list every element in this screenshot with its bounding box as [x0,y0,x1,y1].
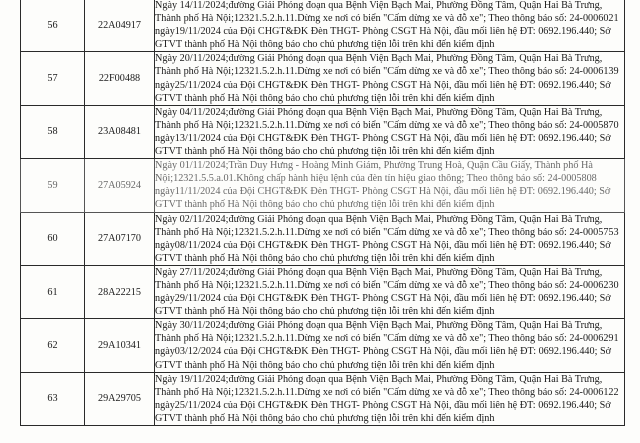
violations-table [20,0,625,426]
license-plate: 22A04917 [85,0,155,52]
violation-description: Ngày 27/11/2024;đường Giải Phóng đoạn qua Bệnh Viện Bạch Mai, Phường Đồng Tâm, Quận Hai Bà Trưng, Thành phố Hà Nội;12321.5.2.h.11.Dừng xe nơi có biển "Cấm dừng xe và đỗ xe"; Theo thông báo số: 24-0006230 ngày29/11/2024 của Đội CHGT&ĐK Đèn THGT- Phòng CSGT Hà Nội, đầu mối liên hệ ĐT: 0692.196.440; Sở GTVT thành phố Hà Nội thông báo cho chủ phương tiện lỗi trên khi đến kiểm định [155,265,625,318]
violation-description: Ngày 04/11/2024;đường Giải Phóng đoạn qua Bệnh Viện Bạch Mai, Phường Đồng Tâm, Quận Hai Bà Trưng, Thành phố Hà Nội;12321.5.2.h.11.Dừng xe nơi có biển "Cấm dừng xe và đỗ xe"; Theo thông báo số: 24-0005870 ngày13/11/2024 của Đội CHGT&ĐK Đèn THGT- Phòng CSGT Hà Nội, đầu mối liên hệ ĐT: 0692.196.440; Sở GTVT thành phố Hà Nội thông báo cho chủ phương tiện lỗi trên khi đến kiểm định [155,105,625,158]
table-row [21,105,625,158]
license-plate: 27A07170 [85,212,155,265]
table-row [21,212,625,265]
license-plate: 29A10341 [85,319,155,372]
table-row [21,52,625,105]
row-number: 62 [21,319,85,372]
license-plate: 28A22215 [85,265,155,318]
row-number: 63 [21,372,85,425]
row-number: 59 [21,159,85,212]
violation-description: Ngày 30/11/2024;đường Giải Phóng đoạn qua Bệnh Viện Bạch Mai, Phường Đồng Tâm, Quận Hai Bà Trưng, Thành phố Hà Nội;12321.5.2.h.11.Dừng xe nơi có biển "Cấm dừng xe và đỗ xe"; Theo thông báo số: 24-0006291 ngày03/12/2024 của Đội CHGT&ĐK Đèn THGT- Phòng CSGT Hà Nội, đầu mối liên hệ ĐT: 0692.196.440; Sở GTVT thành phố Hà Nội thông báo cho chủ phương tiện lỗi trên khi đến kiểm định [155,319,625,372]
violation-description: Ngày 01/11/2024;Trần Duy Hưng - Hoàng Minh Giám, Phường Trung Hoà, Quận Cầu Giấy, Thành phố Hà Nội;12321.5.5.a.01.Không chấp hành hiệu lệnh của đèn tín hiệu giao thông; Theo thông báo số: 24-0005808 ngày11/11/2024 của Đội CHGT&ĐK Đèn THGT- Phòng CSGT Hà Nội, đầu mối liên hệ ĐT: 0692.196.440; Sở GTVT thành phố Hà Nội thông báo cho chủ phương tiện lỗi trên khi đến kiểm định [155,159,625,212]
row-number: 57 [21,52,85,105]
license-plate: 22F00488 [85,52,155,105]
row-number: 56 [21,0,85,52]
license-plate: 29A29705 [85,372,155,425]
violation-description: Ngày 19/11/2024;đường Giải Phóng đoạn qua Bệnh Viện Bạch Mai, Phường Đồng Tâm, Quận Hai Bà Trưng, Thành phố Hà Nội;12321.5.2.h.11.Dừng xe nơi có biển "Cấm dừng xe và đỗ xe"; Theo thông báo số: 24-0006122 ngày25/11/2024 của Đội CHGT&ĐK Đèn THGT- Phòng CSGT Hà Nội, đầu mối liên hệ ĐT: 0692.196.440; Sở GTVT thành phố Hà Nội thông báo cho chủ phương tiện lỗi trên khi đến kiểm định [155,372,625,425]
row-number: 58 [21,105,85,158]
row-number: 61 [21,265,85,318]
license-plate: 27A05924 [85,159,155,212]
license-plate: 23A08481 [85,105,155,158]
table-row [21,0,625,52]
table-row [21,159,625,212]
violation-description: Ngày 14/11/2024;đường Giải Phóng đoạn qua Bệnh Viện Bạch Mai, Phường Đồng Tâm, Quận Hai Bà Trưng, Thành phố Hà Nội;12321.5.2.h.11.Dừng xe nơi có biển "Cấm dừng xe và đỗ xe"; Theo thông báo số: 24-0006021 ngày19/11/2024 của Đội CHGT&ĐK Đèn THGT- Phòng CSGT Hà Nội, đầu mối liên hệ ĐT: 0692.196.440; Sở GTVT thành phố Hà Nội thông báo cho chủ phương tiện lỗi trên khi đến kiểm định [155,0,625,52]
table-row [21,319,625,372]
table-row [21,372,625,425]
table-row [21,265,625,318]
violation-description: Ngày 02/11/2024;đường Giải Phóng đoạn qua Bệnh Viện Bạch Mai, Phường Đồng Tâm, Quận Hai Bà Trưng, Thành phố Hà Nội;12321.5.2.h.11.Dừng xe nơi có biển "Cấm dừng xe và đỗ xe"; Theo thông báo số: 24-0005753 ngày08/11/2024 của Đội CHGT&ĐK Đèn THGT- Phòng CSGT Hà Nội, đầu mối liên hệ ĐT: 0692.196.440; Sở GTVT thành phố Hà Nội thông báo cho chủ phương tiện lỗi trên khi đến kiểm định [155,212,625,265]
row-number: 60 [21,212,85,265]
violation-description: Ngày 20/11/2024;đường Giải Phóng đoạn qua Bệnh Viện Bạch Mai, Phường Đồng Tâm, Quận Hai Bà Trưng, Thành phố Hà Nội;12321.5.2.h.11.Dừng xe nơi có biển "Cấm dừng xe và đỗ xe"; Theo thông báo số: 24-0006139 ngày25/11/2024 của Đội CHGT&ĐK Đèn THGT- Phòng CSGT Hà Nội, đầu mối liên hệ ĐT: 0692.196.440; Sở GTVT thành phố Hà Nội thông báo cho chủ phương tiện lỗi trên khi đến kiểm định [155,52,625,105]
